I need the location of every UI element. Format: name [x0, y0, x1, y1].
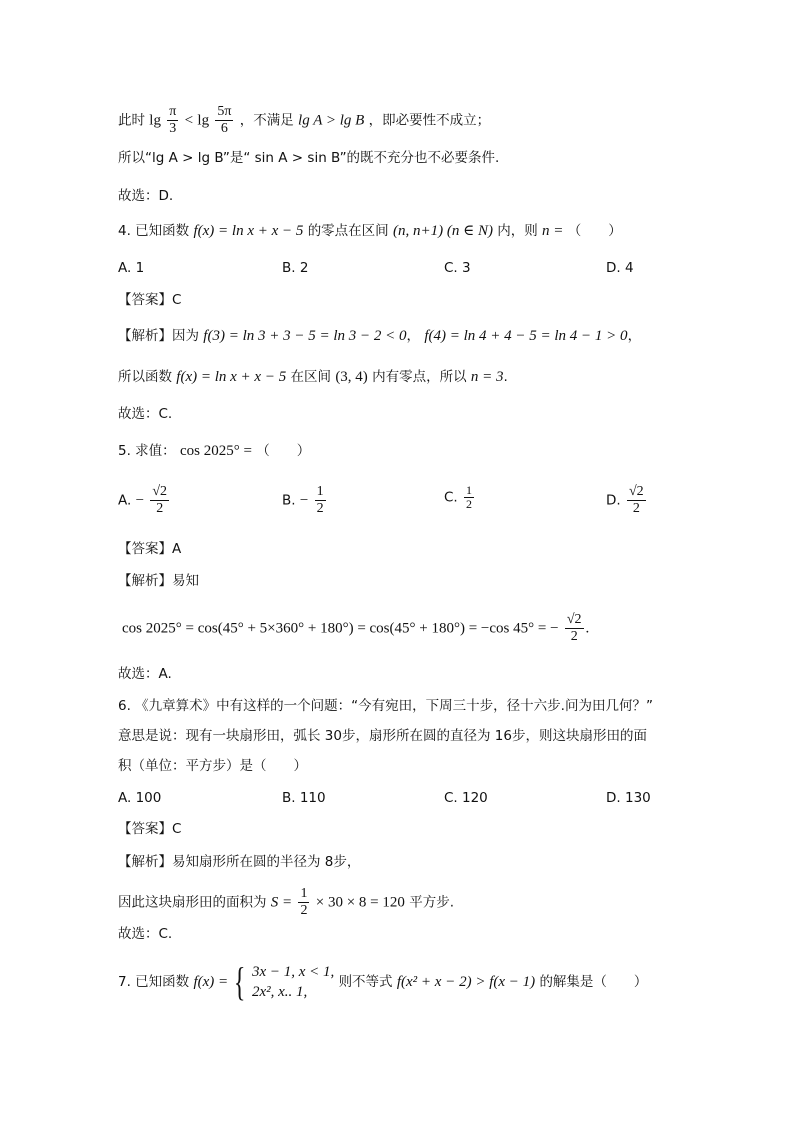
case-1: 3x − 1, x < 1,	[251, 964, 335, 980]
q6-option-d: D. 130	[606, 790, 651, 806]
fraction-5pi-6	[215, 104, 233, 137]
option-label: D.	[606, 492, 621, 509]
text: （ ）	[567, 223, 622, 239]
text: ，	[627, 328, 642, 344]
text: 的零点在区间	[307, 223, 389, 239]
q3-line2: 所以“lg A > lg B”是“ sin A > sin B”的既不充分也不必要条件.	[118, 150, 500, 166]
left-brace-icon: {	[234, 959, 246, 1004]
q4-option-b: B. 2	[282, 260, 309, 276]
q3-line1	[118, 104, 490, 137]
math-sign: −	[299, 492, 309, 509]
q6-choose: 故选：C.	[118, 926, 173, 942]
math-interval: (n, n+1) (n ∈ N)	[392, 223, 493, 239]
q6-answer: 【答案】C	[118, 821, 182, 837]
numerator: √2	[628, 484, 644, 499]
text: 因此这块扇形田的面积为	[118, 894, 267, 911]
option-label: A.	[118, 492, 132, 509]
numerator: 1	[300, 886, 308, 901]
q5-answer: 【答案】A	[118, 541, 182, 557]
q6-area-line	[118, 886, 454, 919]
q6-option-c: C. 120	[444, 790, 488, 806]
q5-option-a	[118, 484, 171, 517]
q4-choose: 故选：C.	[118, 406, 173, 422]
piecewise-cases	[252, 962, 334, 1002]
q6-analysis: 【解析】易知扇形所在圆的半径为 8步，	[118, 854, 361, 870]
math-formula: cos 2025° = cos(45° + 5×360° + 180°) = cos(45° + 180°) = −cos 45° = −	[122, 620, 559, 637]
q7-stem	[118, 960, 647, 1004]
fraction-pi-3	[167, 104, 178, 137]
q5-option-d	[606, 484, 648, 517]
denominator: 2	[316, 501, 324, 516]
fraction	[150, 484, 169, 517]
fraction	[464, 484, 474, 511]
math-function: f(x) = ln x + x − 5	[176, 369, 287, 385]
math-function: f(x) = ln x + x − 5	[193, 223, 304, 239]
q3-choose: 故选：D.	[118, 188, 174, 204]
q5-stem	[118, 441, 310, 461]
fraction	[627, 484, 646, 517]
text: 因为	[172, 328, 199, 344]
q4-answer: 【答案】C	[118, 292, 182, 308]
q6-line3: 积（单位：平方步）是（ ）	[118, 758, 307, 774]
numerator: √2	[566, 612, 582, 627]
numerator: π	[169, 104, 177, 119]
denominator: 2	[466, 497, 473, 511]
text: .	[585, 620, 590, 637]
q4-analysis	[118, 326, 641, 346]
q5-analysis: 【解析】易知	[118, 573, 199, 589]
math-expression: cos 2025° =	[179, 443, 252, 459]
math-lg: lg	[197, 112, 210, 129]
denominator: 3	[169, 121, 177, 136]
text: 4. 已知函数	[118, 223, 190, 239]
math-function: f(x) =	[193, 974, 229, 990]
text: 所以函数	[118, 369, 172, 385]
q4-stem	[118, 221, 622, 241]
denominator: 2	[300, 903, 308, 918]
label: 【解析】	[118, 328, 172, 344]
numerator: 1	[466, 483, 473, 497]
denominator: 2	[570, 629, 578, 644]
text: （ ）	[256, 443, 311, 459]
math-interval: (3, 4)	[335, 369, 368, 385]
fraction	[315, 484, 326, 517]
q5-option-c	[444, 484, 476, 511]
denominator: 2	[156, 501, 164, 516]
text: 内有零点，所以	[372, 369, 467, 385]
math-inequality: f(x² + x − 2) > f(x − 1)	[396, 974, 536, 990]
math-f4: f(4) = ln 4 + 4 − 5 = ln 4 − 1 > 0	[424, 328, 628, 344]
option-label: B.	[282, 492, 296, 509]
math-product: × 30 × 8 = 120	[315, 894, 405, 911]
q5-formula	[122, 612, 589, 645]
q4-analysis-line2	[118, 367, 508, 387]
numerator: 5π	[217, 104, 232, 119]
math-n: n = 3	[470, 369, 504, 385]
denominator: 2	[632, 501, 640, 516]
q6-option-b: B. 110	[282, 790, 326, 806]
math-sign: −	[135, 492, 145, 509]
math-s: S =	[270, 894, 293, 911]
numerator: √2	[152, 484, 168, 499]
numerator: 1	[316, 484, 324, 499]
text: 的解集是（ ）	[539, 974, 648, 990]
q6-line2: 意思是说：现有一块扇形田，弧长 30步，扇形所在圆的直径为 16步，则这块扇形田的面	[118, 728, 647, 744]
text: ，	[406, 328, 421, 344]
text: .	[503, 369, 508, 385]
text: 内，则	[497, 223, 538, 239]
math-f3: f(3) = ln 3 + 3 − 5 = ln 3 − 2 < 0	[203, 328, 407, 344]
denominator: 6	[220, 121, 228, 136]
fraction	[298, 886, 309, 919]
q5-option-b	[282, 484, 328, 517]
option-label: C.	[444, 489, 458, 506]
q6-line1: 6. 《九章算术》中有这样的一个问题：“今有宛田，下周三十步，径十六步.问为田几何？”	[118, 698, 653, 714]
text: 7. 已知函数	[118, 974, 190, 990]
q4-option-c: C. 3	[444, 260, 471, 276]
fraction	[565, 612, 584, 645]
text: ，即必要性不成立；	[368, 112, 491, 129]
text: 则不等式	[338, 974, 393, 990]
math-condition: lg A > lg B	[298, 112, 365, 129]
case-2: 2x², x.. 1,	[251, 984, 308, 1000]
text: 平方步.	[409, 894, 454, 911]
q4-option-d: D. 4	[606, 260, 634, 276]
text: ，不满足	[239, 112, 294, 129]
text: 5. 求值：	[118, 443, 176, 459]
q4-option-a: A. 1	[118, 260, 145, 276]
q6-option-a: A. 100	[118, 790, 162, 806]
text: 此时	[118, 112, 145, 129]
math-lt: <	[184, 112, 194, 129]
math-lg: lg	[149, 112, 161, 129]
q5-choose: 故选：A.	[118, 666, 172, 682]
math-n: n =	[542, 223, 564, 239]
text: 在区间	[290, 369, 332, 385]
